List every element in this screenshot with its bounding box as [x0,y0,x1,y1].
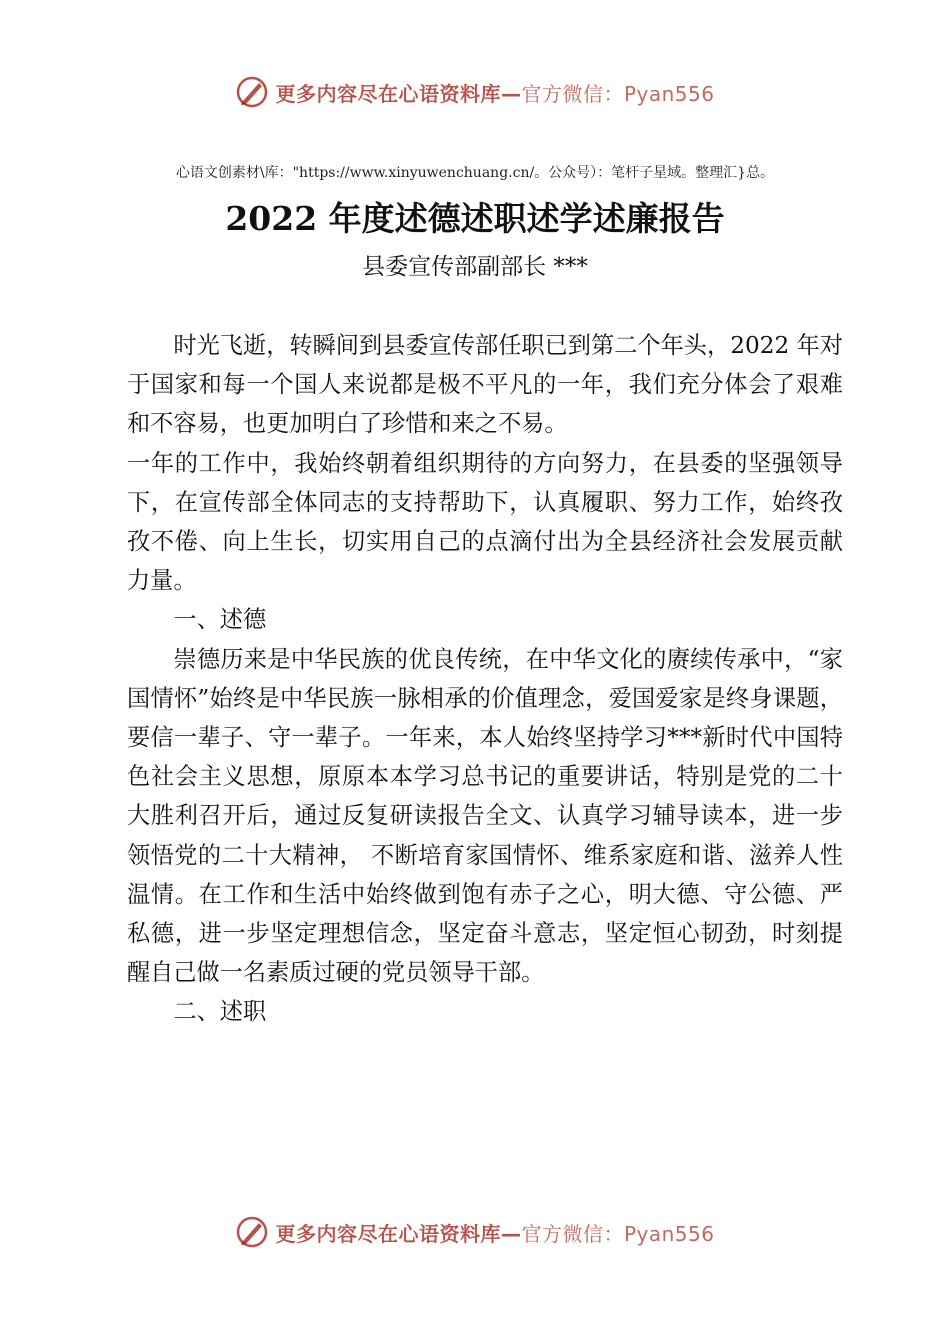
intro-paragraph-continued: 一年的工作中，我始终朝着组织期待的方向努力，在县委的坚强领导下，在宣传部全体同志的支持帮助下，认真履职、努力工作，始终孜孜不倦、向上生长，切实用自己的点滴付出为全县经济社会发展贡献力量。 [127,449,843,595]
source-line: 心语文创素材\库："https://www.xinyuwenchuang.cn/。公众号）：笔杆子星域。整理汇}总。 [175,165,775,181]
watermark-wechat: 官方微信：Pyan556 [521,81,715,106]
pen-logo-icon [235,75,269,109]
intro-paragraph: 时光飞逝，转瞬间到县委宣传部任职已到第二个年头，2022 年对于国家和每一个国人来说都是极不平凡的一年，我们充分体会了艰难和不容易，也更加明白了珍惜和来之不易。 [127,332,843,438]
header-watermark-banner [0,70,950,114]
document-title: 2022 年度述德述职述学述廉报告 [225,199,725,238]
watermark-text: 更多内容尽在心语资料库—官方微信：Pyan556 [275,81,715,106]
section-heading-duty: 二、述职 [173,998,267,1026]
footer-watermark-banner [0,1210,950,1254]
watermark-text: 更多内容尽在心语资料库—官方微信：Pyan556 [275,1221,715,1246]
document-author: 县委宣传部副部长 *** [362,254,588,280]
section-heading-morality: 一、述德 [173,606,267,634]
watermark-wechat: 官方微信：Pyan556 [521,1221,715,1246]
pen-logo-icon [235,1215,269,1249]
section-body-morality: 崇德历来是中华民族的优良传统，在中华文化的赓续传承中，“家国情怀”始终是中华民族一脉相承的价值理念，爱国爱家是终身课题，要信一辈子、守一辈子。一年来，本人始终坚持学习***新时代中国特色社会主义思想，原原本本学习总书记的重要讲话，特别是党的二十大胜利召开后，通过反复研读报告全文、认真学习辅导读本，进一步领悟党的二十大精神， 不断培育家国情怀、维系家庭和谐、滋养人性温情。在工作和生活中始终做到饱有赤子之心，明大德、守公德、严私德，进一步坚定理想信念，坚定奋斗意志，坚定恒心韧劲，时刻提醒自己做一名素质过硬的党员领导干部。 [127,645,843,987]
document-body [127,326,843,1032]
